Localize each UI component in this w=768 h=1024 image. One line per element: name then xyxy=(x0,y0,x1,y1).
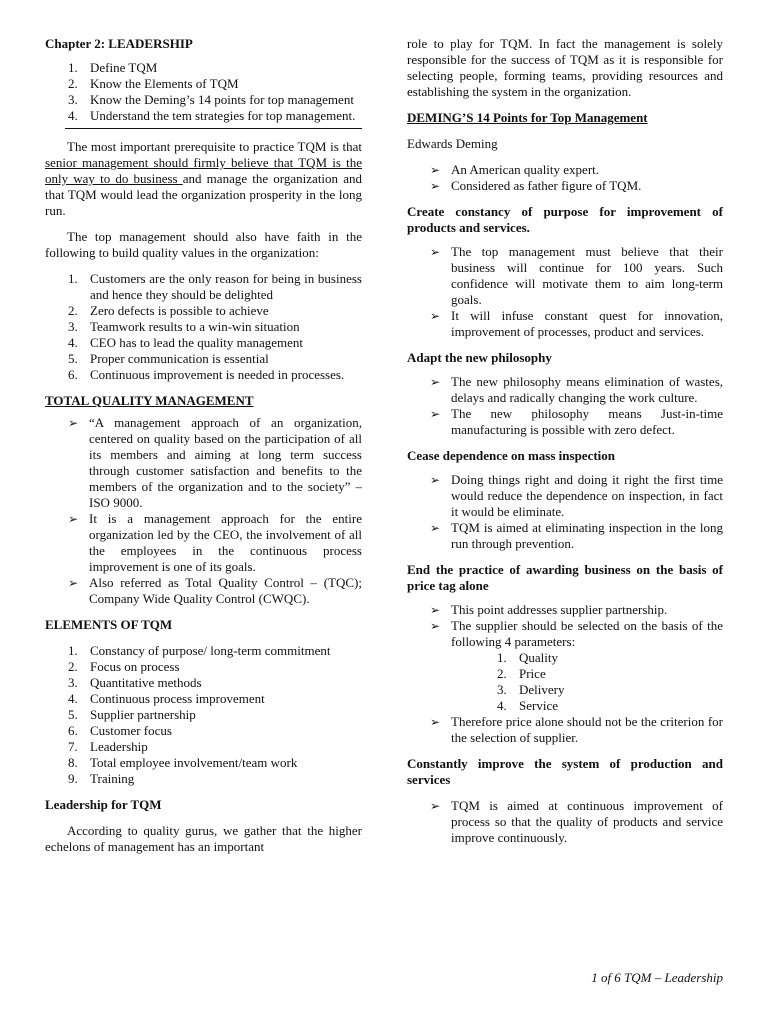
list-item: ➢ Doing things right and doing it right the first time would reduce the dependence on inspection, in fact it would be eliminate. xyxy=(430,472,723,519)
arrow-bullet-icon: ➢ xyxy=(430,245,441,259)
arrow-bullet-icon: ➢ xyxy=(68,512,79,526)
left-column xyxy=(45,36,362,855)
list-item: ➢ This point addresses supplier partnership. xyxy=(430,602,668,617)
list-item: 4. Understand the tem strategies for top management. xyxy=(68,108,356,123)
arrow-bullet-icon: ➢ xyxy=(430,619,441,633)
deming-bullets xyxy=(407,162,723,194)
section-bullets xyxy=(407,472,723,552)
section-bullets xyxy=(407,374,723,438)
list-item: 4. Continuous process improvement xyxy=(68,691,265,706)
list-item: 2. Know the Elements of TQM xyxy=(68,76,239,91)
objectives-list xyxy=(45,60,362,124)
arrow-bullet-icon: ➢ xyxy=(430,163,441,177)
list-item: 3. Quantitative methods xyxy=(68,675,202,690)
list-item: ➢ Also referred as Total Quality Control – (TQC); Company Wide Quality Control (CWQC). xyxy=(68,575,362,606)
chapter-title: Chapter 2: LEADERSHIP xyxy=(45,36,193,51)
arrow-bullet-icon: ➢ xyxy=(68,416,79,430)
list-item: ➢ An American quality expert. xyxy=(430,162,600,177)
list-item: 6. Continuous improvement is needed in processes. xyxy=(68,367,345,382)
list-item: 3. Delivery xyxy=(497,682,565,697)
list-item: 5. Proper communication is essential xyxy=(68,351,269,366)
arrow-bullet-icon: ➢ xyxy=(430,407,441,421)
list-item: ➢ The supplier should be selected on the basis of the following 4 parameters: xyxy=(430,618,723,649)
list-item: 4. CEO has to lead the quality management xyxy=(68,335,303,350)
leadership-heading: Leadership for TQM xyxy=(45,797,162,812)
section-bullets xyxy=(407,244,723,340)
list-item: 1. Define TQM xyxy=(68,60,158,75)
elements-list xyxy=(45,643,362,787)
leadership-paragraph: According to quality gurus, we gather that the higher echelons of management has an important xyxy=(45,823,362,854)
list-item: 1. Customers are the only reason for being in business and hence they should be delighted xyxy=(68,271,362,302)
section-heading: Constantly improve the system of production and services xyxy=(407,756,723,787)
deming-name: Edwards Deming xyxy=(407,136,498,151)
arrow-bullet-icon: ➢ xyxy=(430,309,441,323)
intro-paragraph-2: The top management should also have faith in the following to build quality values in the organization: xyxy=(45,229,362,260)
section-bullets xyxy=(407,714,723,746)
elements-heading: ELEMENTS OF TQM xyxy=(45,617,173,632)
list-item: 9. Training xyxy=(68,771,135,786)
arrow-bullet-icon: ➢ xyxy=(430,521,441,535)
arrow-bullet-icon: ➢ xyxy=(430,603,441,617)
arrow-bullet-icon: ➢ xyxy=(430,473,441,487)
list-item: ➢ It is a management approach for the entire organization led by the CEO, the involvement of all the employees in the continuous process improvement is one of its goals. xyxy=(68,511,362,574)
continuation-paragraph: role to play for TQM. In fact the management is solely responsible for the success of TQM as it is responsible for selecting people, forming teams, providing resources and establishing the system in the organization. xyxy=(407,36,723,99)
parameters-list xyxy=(407,650,723,714)
list-item: 8. Total employee involvement/team work xyxy=(68,755,298,770)
faith-list xyxy=(45,271,362,383)
list-item: 1. Constancy of purpose/ long-term commitment xyxy=(68,643,331,658)
list-item: 3. Teamwork results to a win-win situation xyxy=(68,319,300,334)
arrow-bullet-icon: ➢ xyxy=(68,576,79,590)
list-item: ➢ The new philosophy means elimination of wastes, delays and radically changing the work culture. xyxy=(430,374,723,405)
list-item: ➢ TQM is aimed at eliminating inspection in the long run through prevention. xyxy=(430,520,723,551)
tqm-heading: TOTAL QUALITY MANAGEMENT xyxy=(45,393,254,408)
list-item: 1. Quality xyxy=(497,650,558,665)
list-item: ➢ Considered as father figure of TQM. xyxy=(430,178,642,193)
section-heading: Cease dependence on mass inspection xyxy=(407,448,616,463)
section-heading: Create constancy of purpose for improvement of products and services. xyxy=(407,204,723,235)
list-item: ➢ “A management approach of an organization, centered on quality based on the participation of all its members and aiming at long term success through customer satisfaction and benefits to the members of the organization and to the society” – ISO 9000. xyxy=(68,415,362,510)
list-item: 4. Service xyxy=(497,698,558,713)
arrow-bullet-icon: ➢ xyxy=(430,715,441,729)
list-item: 7. Leadership xyxy=(68,739,148,754)
arrow-bullet-icon: ➢ xyxy=(430,179,441,193)
section-heading: End the practice of awarding business on the basis of price tag alone xyxy=(407,562,723,593)
list-item: 5. Supplier partnership xyxy=(68,707,196,722)
arrow-bullet-icon: ➢ xyxy=(430,799,441,813)
arrow-bullet-icon: ➢ xyxy=(430,375,441,389)
right-column xyxy=(407,36,723,846)
tqm-bullets xyxy=(45,415,362,607)
list-item: 6. Customer focus xyxy=(68,723,172,738)
list-item: 2. Price xyxy=(497,666,546,681)
section-heading: Adapt the new philosophy xyxy=(407,350,552,365)
section-bullets xyxy=(407,798,723,846)
list-item: 3. Know the Deming’s 14 points for top management xyxy=(68,92,354,107)
page-footer: 1 of 6 TQM – Leadership xyxy=(591,970,723,985)
intro-paragraph-1: The most important prerequisite to practice TQM is that senior management should firmly believe that TQM is the only way to do business and manage the organization and that TQM would lead the organization prosperity in the long run. xyxy=(45,139,362,218)
list-item: ➢ It will infuse constant quest for innovation, improvement of processes, product and services. xyxy=(430,308,723,339)
list-item: ➢ The new philosophy means Just-in-time manufacturing is possible with zero defect. xyxy=(430,406,723,437)
list-item: ➢ Therefore price alone should not be the criterion for the selection of supplier. xyxy=(430,714,723,745)
list-item: ➢ TQM is aimed at continuous improvement of process so that the quality of products and service improve continuously. xyxy=(430,798,723,845)
list-item: 2. Focus on process xyxy=(68,659,180,674)
list-item: 2. Zero defects is possible to achieve xyxy=(68,303,269,318)
list-item: ➢ The top management must believe that their business will continue for 100 years. Such confidence will motivate them to aim long-term goals. xyxy=(430,244,723,307)
deming-heading: DEMING’S 14 Points for Top Management xyxy=(407,110,648,125)
section-bullets xyxy=(407,602,723,650)
